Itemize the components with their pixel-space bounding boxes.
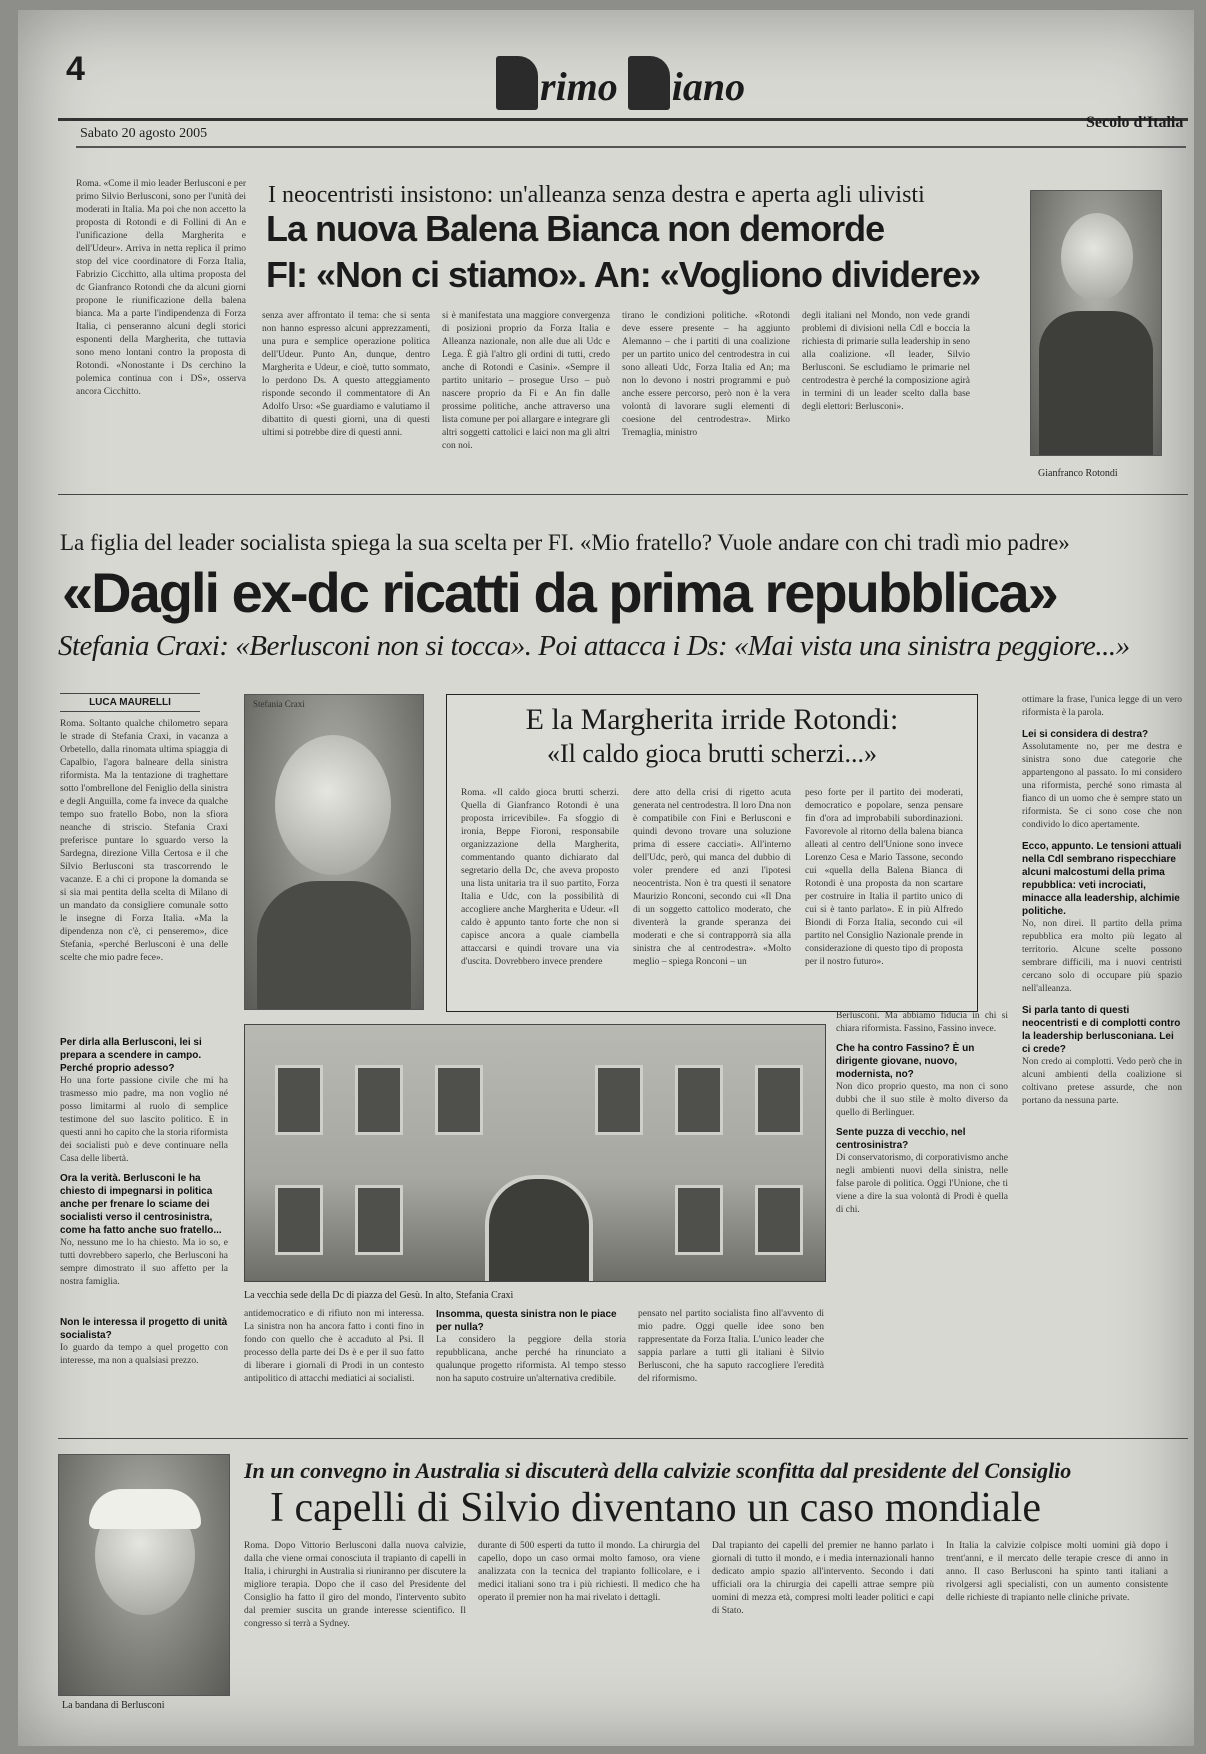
bottom-article-col4: In Italia la calvizie colpisce molti uomini già dopo i trent'anni, e il mercato delle terapie cresce di anno in anno. Il caso Berlusconi ha spinto tanti italiani a rivolgersi agli specialisti, con un aumento consistente delle richieste di trapianto nelle cliniche private. bbox=[946, 1541, 1168, 1603]
answer: Non dico proprio questo, ma non ci sono dubbi che il suo stile è molto diverso da quello di Berlinguer. bbox=[836, 1082, 1008, 1118]
box-col1: Roma. «Il caldo gioca brutti scherzi. Quella di Gianfranco Rotondi è una proposta irricevibile». Fa sfoggio di ironia, Beppe Fioroni, responsabile organizzazione della Margherita, commentando quanto dichiarato dal segretario della Dc, che aveva proposto una lista unitaria tra il suo partito, Forza Italia e Udc, con la possibilità di accogliere anche Margherita e Udeur. «Il caldo è appunto tanto forte che non si capisce ancora a quale ciambella attaccarsi e quindi trovare una via d'uscita. Dovrebbero invece prendere bbox=[461, 788, 619, 967]
main-article-col1: Roma. Soltanto qualche chilometro separa le strade di Stefania Craxi, in vacanza a Orbetello, dalla rinomata ultima spiaggia di Capalbio, l'agora balneare della sinistra riformista. Ma la tentazione di traghettare sotto l'ombrellone del Feniglio della sinistra e degli Anguilla, come fa invece da qualche tempo suo fratello Bobo, non la sfiora neanche di striscio. Stefania Craxi preferisce puntare lo sguardo verso la Sardegna, direzione Villa Certosa e il che Silvio Berlusconi sta trascorrendo le vacanze. E a chi ci propone la domanda se si sia mai pentita della scelta di Milano di un mandato da consigliere comunale sotto le insegne di Forza Italia. «Ma la dipendenza non c'è, ci penseremo», dice Stefania, «perché Berlusconi è una delle scelte che mio padre fece». bbox=[60, 719, 228, 963]
question: Ora la verità. Berlusconi le ha chiesto di impegnarsi in politica anche per frenare lo sciame dei socialisti verso il centrosinistra, come ha fatto anche suo fratello... bbox=[60, 1173, 222, 1236]
masthead-letter-block bbox=[628, 56, 670, 110]
main-article-interview-3 bbox=[436, 1308, 626, 1426]
top-article-col3: si è manifestata una maggiore convergenza di posizioni proprio da Forza Italia e Alleanza nazionale, non alle due ali Udc e Lega. È già l'altro gli ordini di tutti, credo anche di Rotondi e Casini». «Sempre il partito unitario – prosegue Urso – può nascere proprio da Fi e An fin dalle prossime politiche, anche attraverso una lista comune per poi allargare e integrare gli altri soggetti cattolici e laici non ma gli altri con noi. bbox=[442, 311, 610, 451]
header-rule bbox=[58, 118, 1188, 121]
rotondi-photo bbox=[1030, 190, 1162, 456]
question: Ecco, appunto. Le tensioni attuali nella Cdl sembrano rispecchiare alcuni malcostumi della prima repubblica: veti incrociati, minacce alla leadership, alchimie politiche. bbox=[1022, 841, 1182, 917]
building-window bbox=[275, 1185, 323, 1255]
main-article-headline: «Dagli ex-dc ricatti da prima repubblica» bbox=[62, 561, 1057, 624]
interview-middle-column bbox=[836, 1010, 1008, 1426]
building-window bbox=[755, 1185, 803, 1255]
bandana-shape bbox=[89, 1489, 201, 1529]
answer: No, non direi. Il partito della prima repubblica era molto più legato al territorio. Alcune scelte possono sembrare difficili, ma i nuovi centristi cercano solo di occupare più spazio nell'alleanza. bbox=[1022, 919, 1182, 994]
rotondi-photo-caption: Gianfranco Rotondi bbox=[1038, 468, 1118, 479]
margherita-box bbox=[446, 694, 978, 1012]
answer: No, nessuno me lo ha chiesto. Ma io so, e tutti dovrebbero saperlo, che Berlusconi ha sempre dimostrato il suo affetto per la nostra famiglia. bbox=[60, 1238, 228, 1287]
building-window bbox=[595, 1065, 643, 1135]
building-window bbox=[755, 1065, 803, 1135]
answer: Di conservatorismo, di corporativismo anche negli ambienti nuovi della sinistra, nelle false parole di politica. Oggi l'Unione, che ti viene a dire la sua volontà di Prodi è quella di chi. bbox=[836, 1153, 1008, 1215]
bottom-article-col1: Roma. Dopo Vittorio Berlusconi dalla nuova calvizie, dalla che viene ormai conosciuta il trapianto di capelli in Italia, i chirurghi in Australia si riuniranno per discutere la migliore terapia. Dopo che il caso del Presidente del Consiglio ha fatto il giro del mondo, l'intervento subìto dal premier suscita un grande interesse scientifico. Il congresso si terrà a Sydney. bbox=[244, 1541, 466, 1629]
section-divider bbox=[58, 494, 1188, 495]
bottom-article-kicker: In un convegno in Australia si discuterà della calvizie sconfitta dal presidente del Consiglio bbox=[244, 1458, 1072, 1483]
box-headline: E la Margherita irride Rotondi: bbox=[525, 703, 899, 736]
berlusconi-bandana-photo bbox=[58, 1454, 230, 1696]
answer: Non credo ai complotti. Vedo però che in alcuni ambienti della coalizione si coltivano pretese assurde, che non portano da nessuna parte. bbox=[1022, 1057, 1182, 1106]
top-article-col5: degli italiani nel Mondo, non vede grandi problemi di divisioni nella Cdl e boccia la richiesta di primarie sulla leadership in seno alla coalizione. «Il leader, Silvio Berlusconi. Se escludiamo le primarie nel centrodestra è perché la composizione agirà in termini di un leader scelto dalla base degli elettori: Berlusconi». bbox=[802, 311, 970, 412]
bottom-article-col3: Dal trapianto dei capelli del premier ne hanno parlato i giornali di tutto il mondo, e i media internazionali hanno dedicato ampio spazio all'intervento. Secondo i dati ufficiali ora la chirurgia dei capelli attrae sempre più uomini di mezza età, compresi molti leader politici e capi di Stato. bbox=[712, 1541, 934, 1616]
question: Lei si considera di destra? bbox=[1022, 729, 1149, 740]
bandana-photo-caption: La bandana di Berlusconi bbox=[62, 1700, 165, 1711]
answer: La considero la peggiore della storia repubblicana, anche perché ha rinunciato a qualunque progetto riformista. Al tempo stesso non ha saputo costruire un'alternativa credibile. bbox=[436, 1335, 626, 1384]
header-subrule bbox=[76, 146, 1186, 148]
top-article-kicker: I neocentristi insistono: un'alleanza senza destra e aperta agli ulivisti bbox=[268, 182, 925, 208]
interview-right-column bbox=[1022, 694, 1182, 1426]
main-article-colb3: pensato nel partito socialista fino all'avvento di mio padre. Oggi quelle idee sono ben rappresentate da Forza Italia. L'unico leader che sappia parlare a tutti gli italiani è Silvio Berlusconi, che ha saputo raccogliere l'eredità del riformismo. bbox=[638, 1309, 824, 1384]
interview-text: ottimare la frase, l'unica legge di un vero riformista è la parola. bbox=[1022, 695, 1182, 718]
section-divider bbox=[58, 1438, 1188, 1439]
masthead-word-2: iano bbox=[671, 64, 746, 109]
main-article-subhead: Stefania Craxi: «Berlusconi non si tocca». Poi attacca i Ds: «Mai vista una sinistra peggiore...» bbox=[58, 630, 1130, 662]
portrait-body bbox=[257, 881, 411, 1009]
question: Insomma, questa sinistra non le piace per nulla? bbox=[436, 1309, 617, 1333]
author-byline: LUCA MAURELLI bbox=[60, 693, 200, 712]
top-article-col4: tirano le condizioni politiche. «Rotondi deve essere presente – ha aggiunto Alemanno – che i partiti di una coalizione per un partito unico del centrodestra in cui sono alleati Udc, Forza Italia ed An; ma non lo devono i nostri programmi e può anche essere percorso, però non è la vera volontà di lavorare sugli elementi di coesione del centrodestra». Mirko Tremaglia, ministro bbox=[622, 311, 790, 438]
box-subheadline: «Il caldo gioca brutti scherzi...» bbox=[547, 739, 877, 768]
main-article-interview-2 bbox=[60, 1316, 228, 1426]
answer: Ho una forte passione civile che mi ha trasmesso mio padre, ma non voglio né posso limitarmi al ruolo di semplice testimone del suo lascito politico. E in questi anni ho capito che la storia riformista dei socialisti può e deve continuare nella Casa delle libertà. bbox=[60, 1076, 228, 1164]
portrait-face bbox=[1061, 213, 1133, 301]
question: Che ha contro Fassino? È un dirigente giovane, nuovo, modernista, no? bbox=[836, 1043, 975, 1080]
top-article-headline-2: FI: «Non ci stiamo». An: «Vogliono dividere» bbox=[266, 254, 981, 295]
box-col3: peso forte per il partito dei moderati, democratico e popolare, senza pensare fin d'ora ad improbabili subordinazioni. Favorevole al ritorno della balena bianca alleati al centro dell'Unione sono invece Lorenzo Cesa e Mario Tassone, secondo cui «quella della Balena Bianca di Rotondi è una proposta da non scartare per costruire in Italia il partito unico di cui si è tanto parlato». E in più Alfredo Biondi di Forza Italia, secondo cui «il partito nel Consiglio Nazionale prende in considerazione di questo tipo di proposta per il nostro futuro». bbox=[805, 788, 963, 967]
answer: Assolutamente no, per me destra e sinistra sono due categorie che appartengono al passato. Io mi considero una riformista, perché sono rimasta al fianco di un uomo che è sempre stato un riformista. Se ci sono cose che non condivido lo dico apertamente. bbox=[1022, 742, 1182, 830]
top-article-headline-1: La nuova Balena Bianca non demorde bbox=[266, 208, 885, 249]
answer: Io guardo da tempo a quel progetto con interesse, ma non a qualsiasi prezzo. bbox=[60, 1343, 228, 1366]
question: Per dirla alla Berlusconi, lei si prepara a scendere in campo. Perché proprio adesso? bbox=[60, 1037, 202, 1074]
craxi-photo bbox=[244, 694, 424, 1010]
masthead-word-1: rimo bbox=[540, 64, 618, 109]
building-window bbox=[675, 1065, 723, 1135]
masthead-letter-block bbox=[496, 56, 538, 110]
main-article-kicker: La figlia del leader socialista spiega la sua scelta per FI. «Mio fratello? Vuole andare con chi tradì mio padre» bbox=[60, 530, 1070, 555]
portrait-face bbox=[275, 735, 391, 875]
bottom-article-headline: I capelli di Silvio diventano un caso mondiale bbox=[270, 1485, 1041, 1531]
top-article-col2: senza aver affrontato il tema: che si senta non hanno espresso alcuni apprezzamenti, una pura e semplice operazione politica dell'Udeur. Punto An, dunque, dentro Margherita e Udeur, e cioè, tutto sommato, lo perdono Ds. A questo atteggiamento risponde secondo il commentatore di An Adolfo Urso: «Se guardiamo e valutiamo il dibattito di questi giorni, una di questi ultimi si potrebbe dire di questi anni. bbox=[262, 311, 430, 438]
building-window bbox=[675, 1185, 723, 1255]
craxi-photo-caption: Stefania Craxi bbox=[253, 699, 305, 709]
question: Sente puzza di vecchio, nel centrosinistra? bbox=[836, 1127, 966, 1151]
page-number: 4 bbox=[66, 50, 85, 88]
building-portal bbox=[485, 1175, 593, 1282]
building-window bbox=[275, 1065, 323, 1135]
newspaper-page bbox=[18, 10, 1194, 1746]
building-window bbox=[435, 1065, 483, 1135]
building-window bbox=[355, 1065, 403, 1135]
issue-date: Sabato 20 agosto 2005 bbox=[80, 126, 208, 141]
interview-text: Berlusconi. Ma abbiamo fiducia in chi si chiara riformista. Fassino, Fassino invece. bbox=[836, 1011, 1008, 1034]
top-article-col1: Roma. «Come il mio leader Berlusconi e per primo Silvio Berlusconi, sono per l'unità dei moderati in Italia. Ma poi che non accetto la proposta di Rotondi e di Follini di An e l'unificazione della Margherita e dell'Udeur». Arriva in netta replica il primo stop del vice coordinatore di Forza Italia, Fabrizio Cicchitto, alla ultima proposta del dc Gianfranco Rotondi che da alcuni giorni propone le riunificazione della balena bianca. Ma a parte l'indipendenza di Forza Italia, ci penseranno alcuni degli storici esponenti della Margherita, che tuttavia sono meno lontani contro la proposta di Rotondi. «Nonostante i Ds cerchino la polemica continua con i DS», osserva ancora Cicchitto. bbox=[76, 179, 246, 397]
building-photo-caption: La vecchia sede della Dc di piazza del Gesù. In alto, Stefania Craxi bbox=[244, 1290, 514, 1301]
main-article-colb1: antidemocratico e di rifiuto non mi interessa. La sinistra non ha ancora fatto i conti fino in fondo con quello che è accaduto al Psi. Il processo della parte dei Ds è e per il suo fatto di liberare i giornali di Prodi in un contesto antipolitico di attacchi mediatici ai socialisti. bbox=[244, 1309, 424, 1384]
question: Non le interessa il progetto di unità socialista? bbox=[60, 1317, 228, 1341]
question: Si parla tanto di questi neocentristi e di complotti contro la leadership berlusconiana. Lei ci crede? bbox=[1022, 1005, 1181, 1055]
box-col2: dere atto della crisi di rigetto acuta generata nel centrodestra. Il loro Dna non è compatibile con Fini e Berlusconi e quindi devono trovare una soluzione prima di essere cacciati». All'interno dell'Udc, però, qui manca del dubbio di voler prendere ed anzi l'ipotesi neocentrista. Non è tra questi il senatore Maurizio Ronconi, secondo cui «Il Dna di un soggetto cattolico moderato, che diventerà la grande speranza dei moderati e che si contrapporrà sia alla sinistra che al centrodestra». «Molto meglio – spiega Ronconi – un bbox=[633, 788, 791, 967]
portrait-suit bbox=[1039, 311, 1153, 455]
section-masthead bbox=[496, 56, 796, 116]
main-article-interview-1 bbox=[60, 1036, 228, 1306]
paper-name: Secolo d'Italia bbox=[1086, 114, 1184, 131]
dc-headquarters-photo bbox=[244, 1024, 826, 1282]
building-window bbox=[355, 1185, 403, 1255]
bottom-article-col2: durante di 500 esperti da tutto il mondo. La chirurgia del capello, dopo un caso ormai molto famoso, ora viene analizzata con la tecnica del trapianto follicolare, e i medici italiani sono tra i più richiesti. Il medico che ha operato il premier non ha mai rivelato i dettagli. bbox=[478, 1541, 700, 1603]
